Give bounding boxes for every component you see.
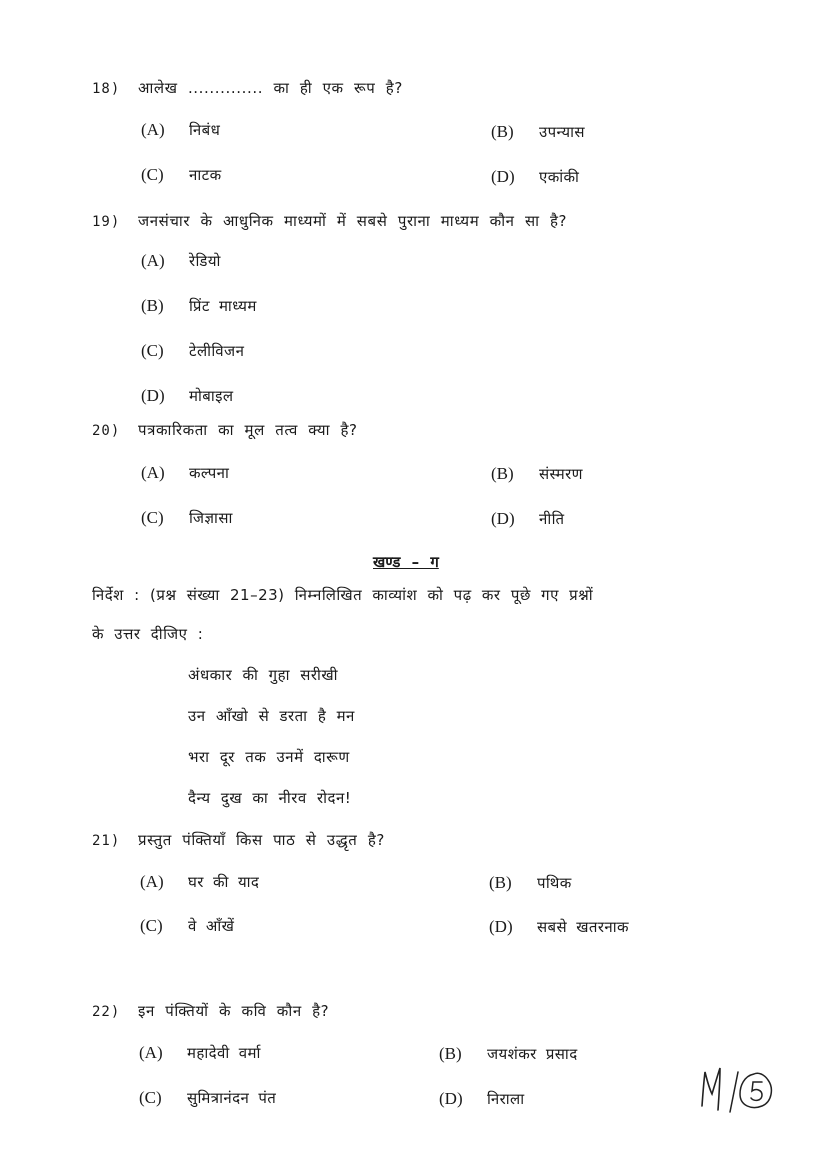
question-number: 21): [92, 833, 121, 849]
option-text: सुमित्रानंदन पंत: [187, 1089, 277, 1107]
option-21-c[interactable]: [140, 916, 234, 936]
option-21-a[interactable]: [140, 872, 259, 892]
section-instruction-continued: के उत्तर दीजिए :: [92, 625, 204, 643]
option-label: (C): [141, 165, 164, 184]
question-text: जनसंचार के आधुनिक माध्यमों में सबसे पुराना माध्यम कौन सा है?: [138, 212, 568, 230]
option-text: नाटक: [189, 166, 222, 184]
option-22-d[interactable]: [439, 1089, 525, 1109]
poem-line: भरा दूर तक उनमें दारूण: [188, 748, 350, 766]
question-text: इन पंक्तियों के कवि कौन है?: [138, 1002, 330, 1020]
option-18-a[interactable]: [141, 120, 220, 140]
question-21: [92, 830, 385, 850]
option-22-a[interactable]: [139, 1043, 261, 1063]
question-22: [92, 1001, 329, 1021]
section-heading: खण्ड – ग: [373, 553, 439, 571]
option-text: नीति: [539, 510, 565, 528]
option-label: (B): [491, 464, 514, 483]
option-22-b[interactable]: [439, 1044, 578, 1064]
option-21-d[interactable]: [489, 917, 629, 937]
question-text: आलेख .............. का ही एक रूप है?: [138, 79, 403, 97]
option-label: (C): [141, 508, 164, 527]
option-text: एकांकी: [539, 168, 580, 186]
option-text: रेडियो: [189, 252, 221, 270]
poem-line: उन आँखो से डरता है मन: [188, 707, 355, 725]
option-label: (A): [141, 463, 165, 482]
option-18-c[interactable]: [141, 165, 222, 185]
question-text: पत्रकारिकता का मूल तत्व क्या है?: [138, 421, 358, 439]
option-text: मोबाइल: [189, 387, 234, 405]
option-text: प्रिंट माध्यम: [189, 297, 257, 315]
option-label: (D): [141, 386, 165, 405]
option-19-a[interactable]: [141, 251, 221, 271]
question-19: [92, 211, 567, 231]
question-number: 22): [92, 1004, 121, 1020]
option-20-b[interactable]: [491, 464, 583, 484]
option-label: (D): [489, 917, 513, 936]
option-19-b[interactable]: [141, 296, 257, 316]
option-text: वे आँखें: [188, 917, 235, 935]
option-text: निराला: [487, 1090, 525, 1108]
option-text: महादेवी वर्मा: [187, 1044, 261, 1062]
option-text: संस्मरण: [539, 465, 583, 483]
option-label: (A): [141, 120, 165, 139]
option-text: टेलीविजन: [189, 342, 245, 360]
option-label: (B): [439, 1044, 462, 1063]
option-18-b[interactable]: [491, 122, 585, 142]
question-20: [92, 420, 358, 440]
option-text: सबसे खतरनाक: [537, 918, 629, 936]
option-text: कल्पना: [189, 464, 230, 482]
option-text: जयशंकर प्रसाद: [487, 1045, 578, 1063]
option-22-c[interactable]: [139, 1088, 276, 1108]
option-label: (D): [439, 1089, 463, 1108]
option-20-a[interactable]: [141, 463, 229, 483]
option-label: (B): [491, 122, 514, 141]
option-19-c[interactable]: [141, 341, 244, 361]
option-label: (A): [141, 251, 165, 270]
option-text: पथिक: [537, 874, 572, 892]
question-number: 18): [92, 81, 121, 97]
option-20-d[interactable]: [491, 509, 564, 529]
option-label: (A): [140, 872, 164, 891]
handwritten-annotation: [696, 1062, 776, 1118]
option-text: जिज्ञासा: [189, 509, 233, 527]
option-label: (D): [491, 167, 515, 186]
option-20-c[interactable]: [141, 508, 233, 528]
option-text: निबंध: [189, 121, 221, 139]
option-18-d[interactable]: [491, 167, 579, 187]
option-label: (C): [140, 916, 163, 935]
option-label: (D): [491, 509, 515, 528]
option-label: (B): [489, 873, 512, 892]
question-number: 19): [92, 214, 121, 230]
poem-line: दैन्य दुख का नीरव रोदन!: [188, 789, 352, 807]
section-instruction: निर्देश : (प्रश्न संख्या 21–23) निम्नलिखित काव्यांश को पढ़ कर पूछे गए प्रश्नों: [92, 586, 594, 604]
question-text: प्रस्तुत पंक्तियाँ किस पाठ से उद्धृत है?: [138, 831, 385, 849]
option-label: (C): [139, 1088, 162, 1107]
option-label: (C): [141, 341, 164, 360]
question-18: [92, 78, 403, 98]
option-19-d[interactable]: [141, 386, 233, 406]
option-label: (A): [139, 1043, 163, 1062]
poem-line: अंधकार की गुहा सरीखी: [188, 666, 339, 684]
question-number: 20): [92, 423, 121, 439]
option-label: (B): [141, 296, 164, 315]
option-text: उपन्यास: [539, 123, 585, 141]
option-text: घर की याद: [188, 873, 260, 891]
option-21-b[interactable]: [489, 873, 572, 893]
